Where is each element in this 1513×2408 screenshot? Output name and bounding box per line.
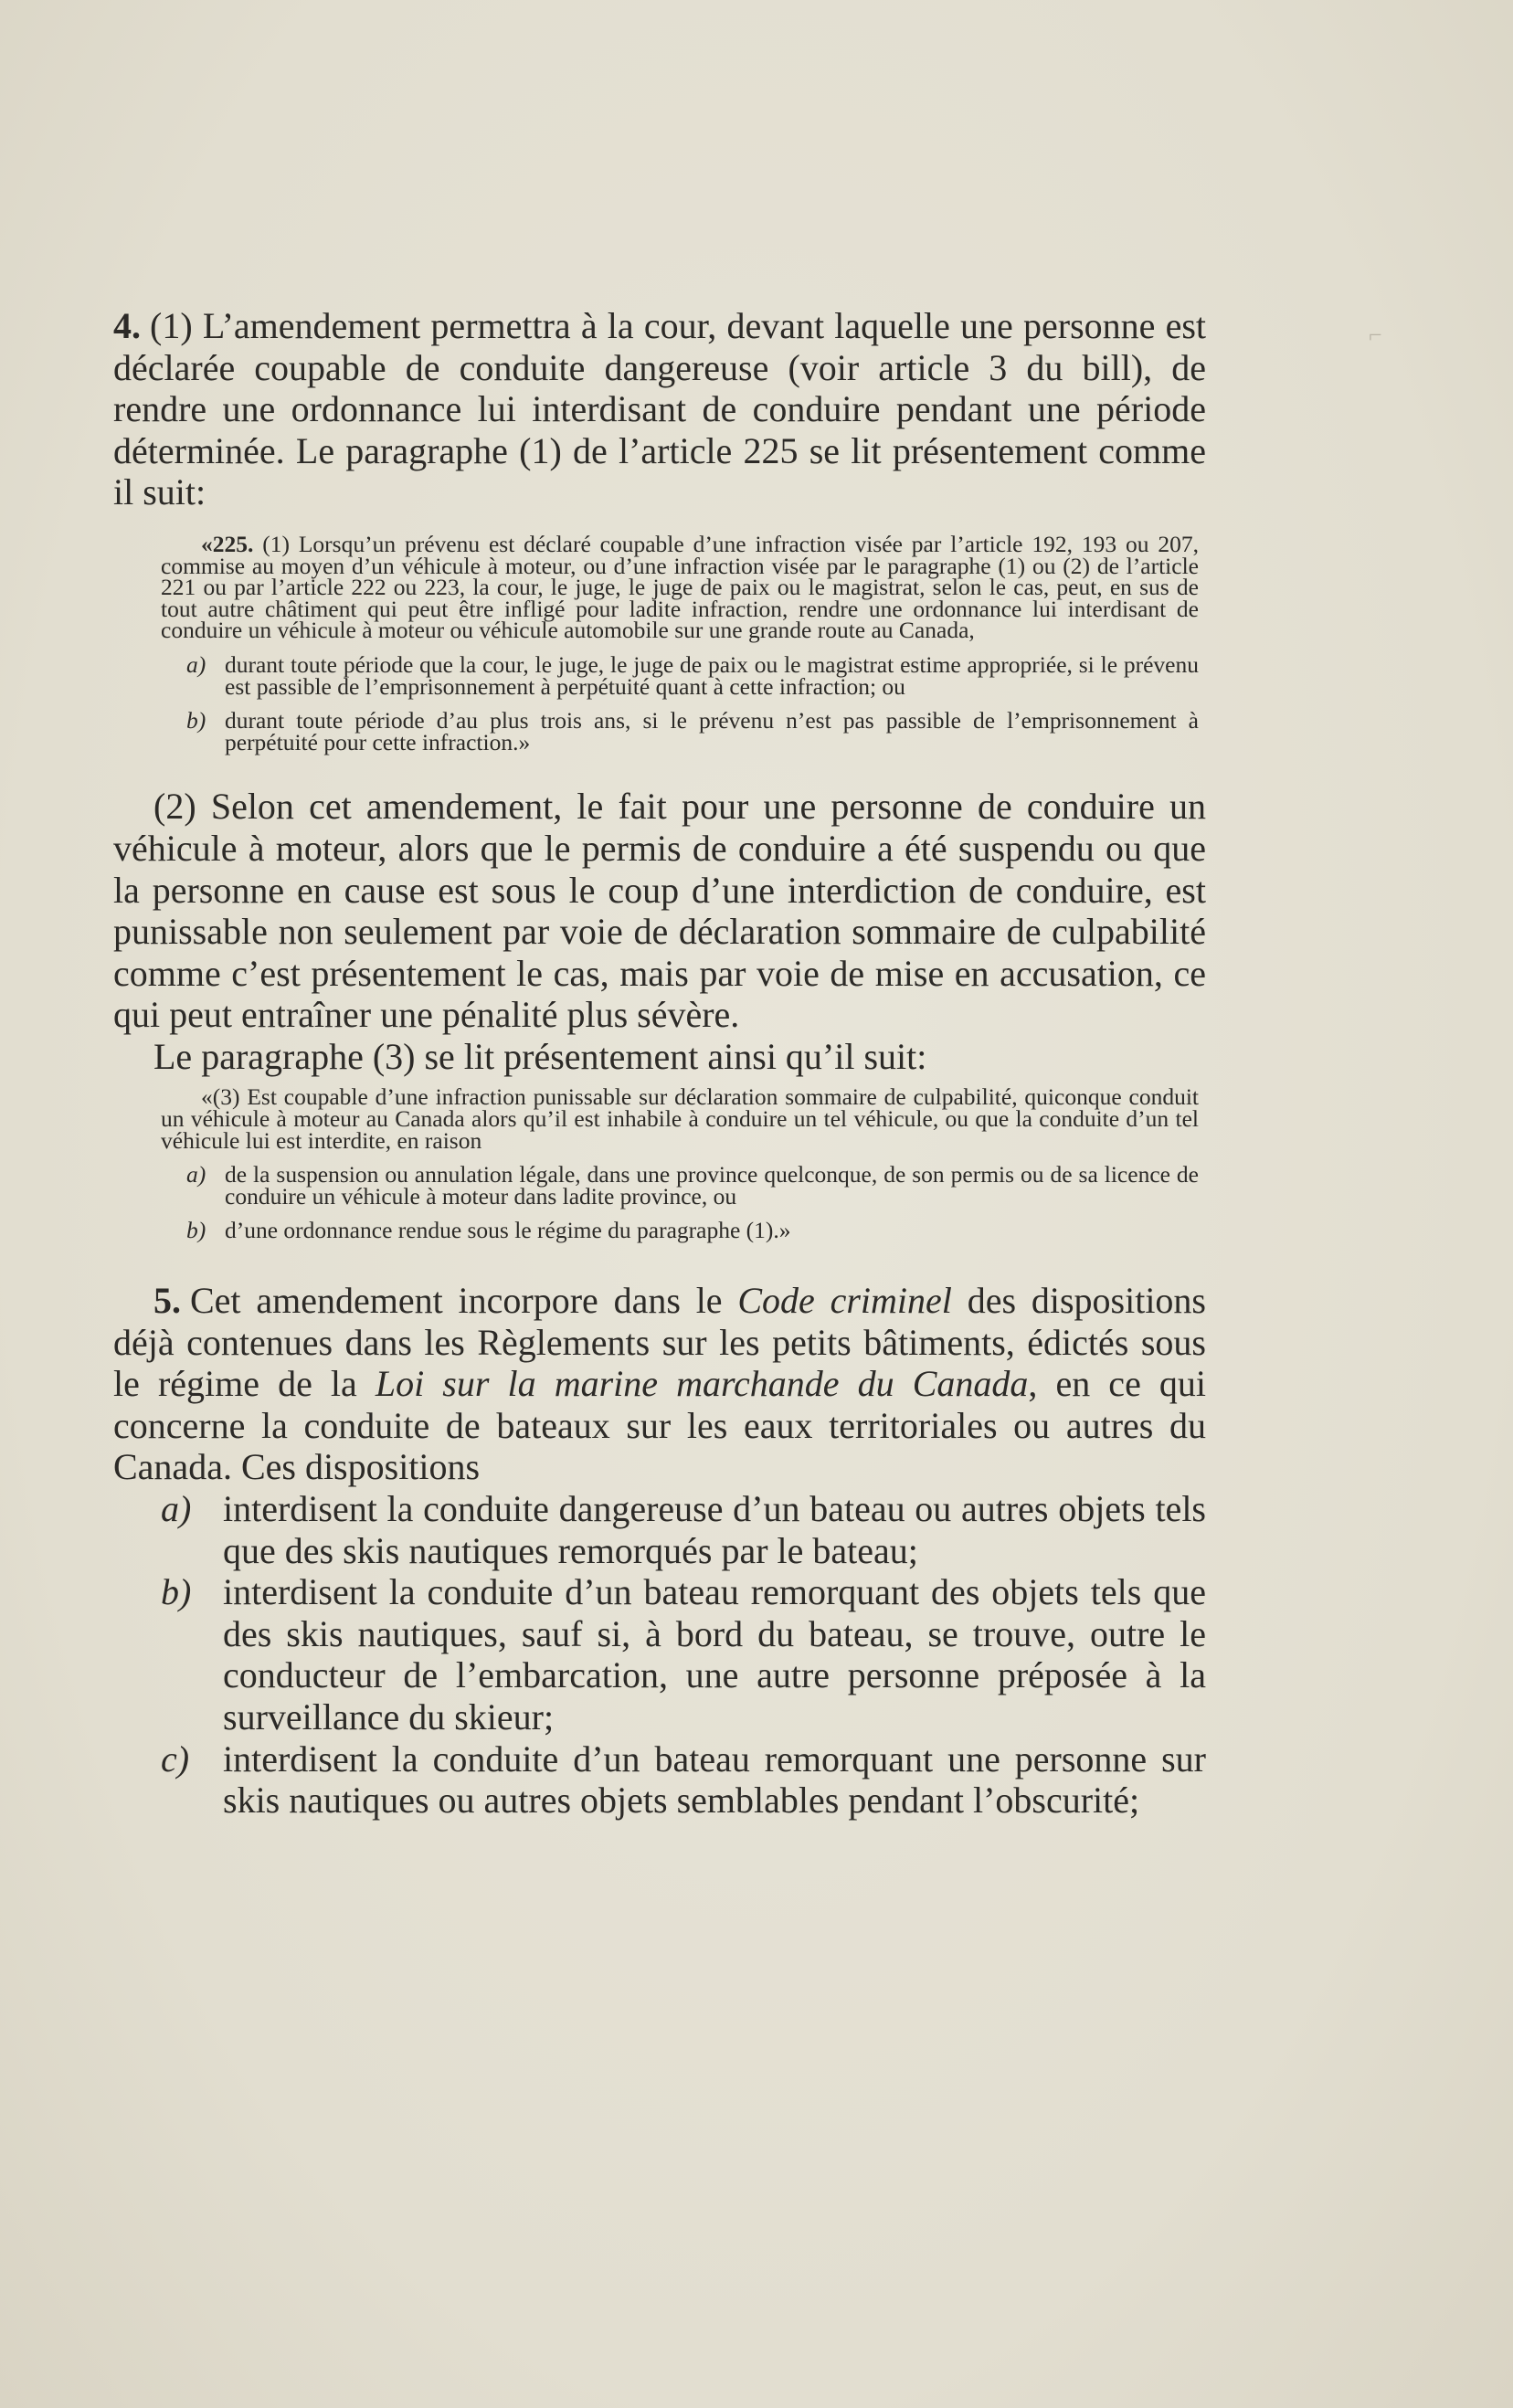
list-item-text: interdisent la conduite dangereuse d’un bateau ou autres objets tels que des skis nautiques remorqués par le bateau; — [223, 1488, 1206, 1571]
section-5-intro-part-3: , en ce qui concerne la conduite de bateaux sur les eaux territoriales ou autres du Canada. Ces dispositions — [113, 1363, 1207, 1488]
quoted-section-225 — [161, 530, 1199, 644]
section-5-intro-part-2: des dispositions déjà contenues dans les Règlements sur les petits bâtiments, édictés sous le régime de la — [113, 1280, 1206, 1405]
subsection-3-clause-b-label: b) — [186, 1217, 206, 1244]
subsection-3-clause-a-text: de la suspension ou annulation légale, dans une province quelconque, de son permis ou de sa licence de conduire un véhicule à moteur dans ladite province, ou — [225, 1161, 1199, 1209]
list-item — [161, 1488, 1206, 1571]
quoted-subsection-3-clause-b — [186, 1217, 1199, 1244]
quoted-subsection-3: «(3) Est coupable d’une infraction punissable sur déclaration sommaire de culpabilité, quiconque conduit un véhicule à moteur au Canada alors qu’il est inhabile à conduire un tel véhicule, ou que la conduite d’un tel véhicule lui est interdite, en raison — [161, 1083, 1199, 1154]
list-item — [161, 1737, 1206, 1822]
quoted-clause-a — [186, 650, 1199, 700]
list-item-label: a) — [161, 1488, 192, 1529]
section-4-paragraph-3: Le paragraphe (3) se lit présentement ainsi qu’il suit: — [153, 1035, 927, 1077]
quoted-clause-b — [186, 707, 1199, 755]
quoted-section-225-number: «225. — [201, 530, 254, 557]
clause-b-text: durant toute période d’au plus trois ans, si le prévenu n’est pas passible de l’emprisonnement à perpétuité pour cette infraction.» — [225, 707, 1199, 755]
section-4-number: 4. — [113, 305, 141, 346]
clause-a-label: a) — [186, 650, 206, 678]
list-item — [161, 1571, 1206, 1737]
list-item-text: interdisent la conduite d’un bateau remorquant des objets tels que des skis nautiques, sauf si, à bord du bateau, se trouve, outre le conducteur de l’embarcation, une autre personne préposée à la surveillance du skieur; — [223, 1571, 1206, 1737]
code-criminel-title: Code criminel — [737, 1280, 952, 1322]
list-item-label: c) — [161, 1737, 190, 1780]
section-4-paragraph-1 — [113, 305, 1206, 513]
margin-mark: ⌐ — [1369, 322, 1382, 348]
subsection-3-clause-a-label: a) — [186, 1161, 206, 1188]
list-item-label: b) — [161, 1571, 192, 1613]
section-4-paragraph-1-text: (1) L’amendement permettra à la cour, devant laquelle une personne est déclarée coupable de conduite dangereuse (voir article 3 du bill), de rendre une ordonnance lui interdisant de conduire pendant une période déterminée. Le paragraphe (1) de l’article 225 se lit présentement comme il suit: — [113, 305, 1206, 513]
section-5-paragraph — [113, 1280, 1206, 1488]
clause-b-label: b) — [186, 707, 206, 734]
section-5-number: 5. — [153, 1280, 181, 1322]
section-5-intro-part-1: Cet amendement incorpore dans le — [190, 1280, 738, 1322]
loi-marine-marchande-title: Loi sur la marine marchande du Canada — [375, 1363, 1029, 1405]
subsection-3-clause-b-text: d’une ordonnance rendue sous le régime du paragraphe (1).» — [225, 1217, 791, 1244]
list-item-text: interdisent la conduite d’un bateau remorquant une personne sur skis nautiques ou autres objets semblables pendant l’obscurité; — [223, 1737, 1206, 1822]
section-4-paragraph-2: (2) Selon cet amendement, le fait pour une personne de conduire un véhicule à moteur, alors que le permis de conduire a été suspendu ou que la personne en cause est sous le coup d’une interdiction de conduire, est punissable non seulement par voie de déclaration sommaire de culpabilité comme c’est présentement le cas, mais par voie de mise en accusation, ce qui peut entraîner une pénalité plus sévère. — [113, 786, 1206, 1036]
quoted-section-225-text: (1) Lorsqu’un prévenu est déclaré coupable d’une infraction visée par l’article 192, 193 ou 207, commise au moyen d’un véhicule à moteur, ou d’une infraction visée par le paragraphe (1) ou (2) de l’article 221 ou par l’article 222 ou 223, la cour, le juge, le juge de paix ou le magistrat, selon le cas, peut, en sus de tout autre châtiment qui peut être infligé pour ladite infraction, rendre une ordonnance lui interdisant de conduire un véhicule à moteur ou véhicule automobile sur une grande route au Canada, — [161, 530, 1199, 644]
quoted-subsection-3-clause-a — [186, 1161, 1199, 1209]
clause-a-text: durant toute période que la cour, le juge, le juge de paix ou le magistrat estime appropriée, si le prévenu est passible de l’emprisonnement à perpétuité quant à cette infraction; ou — [225, 650, 1199, 700]
page-body — [113, 305, 1206, 1822]
